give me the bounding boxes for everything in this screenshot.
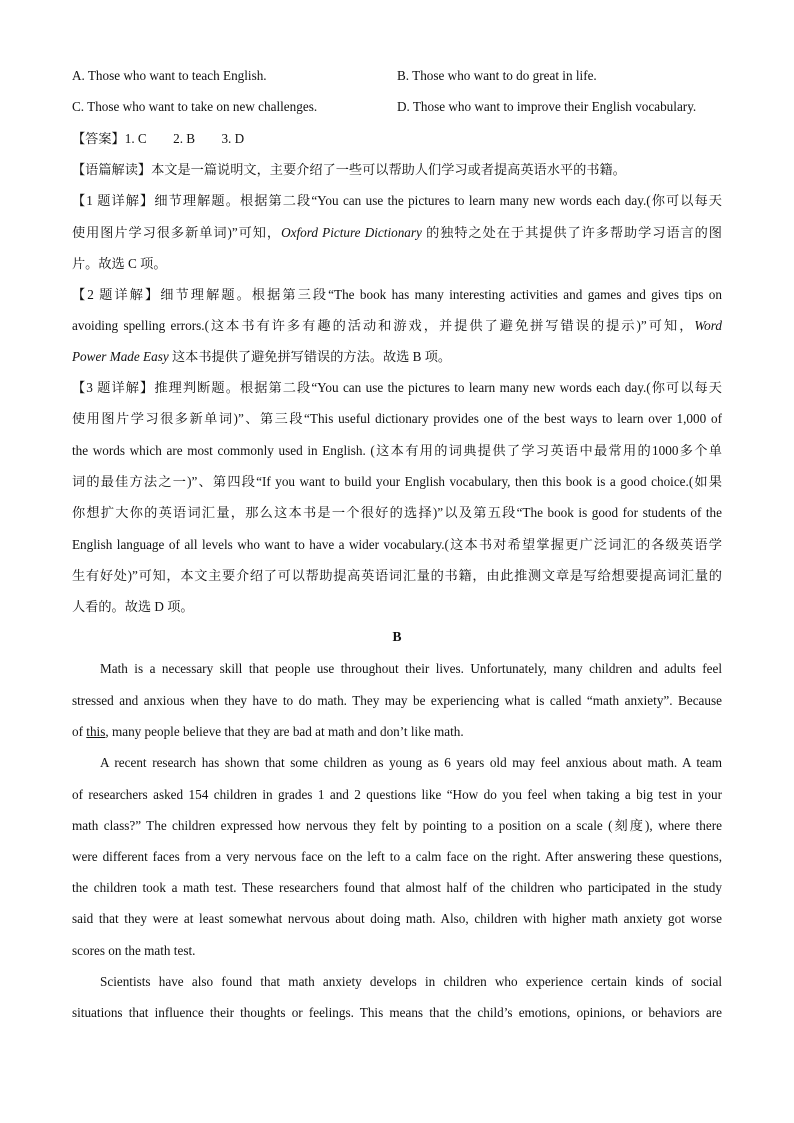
p3-line-1: Scientists have also found that math anxiety develops in children who experience certain kinds of social [100, 974, 722, 989]
p1-text-a: of [72, 724, 87, 739]
p1-text-b: , many people believe that they are bad at math and don’t like math. [105, 724, 464, 739]
option-c: C. Those who want to take on new challenges. [72, 99, 318, 114]
q2-text-a: avoiding spelling errors.(这本书有许多有趣的活动和游戏，并提供了避免拼写错误的提示)”可知， [72, 318, 695, 333]
book-title-oxford: Oxford Picture Dictionary [281, 225, 422, 240]
p1-line-2: stressed and anxious when they have to do math. They may be experiencing what is called “math anxiety”. Because [72, 693, 722, 708]
p1-line-1: Math is a necessary skill that people use throughout their lives. Unfortunately, many children and adults feel [100, 661, 722, 676]
q1-text-a: 使用图片学习很多新单词)”可知， [72, 225, 282, 240]
q1-text-b: 的独特之处在于其提供了许多帮助学习语言的图 [421, 225, 722, 240]
book-title-word-part1: Word [694, 318, 722, 333]
q3-explanation-line-3: the words which are most commonly used in English. (这本有用的词典提供了学习英语中最常用的1000多个单 [72, 443, 722, 458]
p2-line-4: were different faces from a very nervous face on the left to a calm face on the right. After answering these questions, [72, 849, 722, 864]
q3-explanation-line-2: 使用图片学习很多新单词)”、第三段“This useful dictionary provides one of the best ways to learn over 1,000 of [72, 411, 722, 426]
q3-explanation-line-7: 生有好处)”可知，本文主要介绍了可以帮助提高英语词汇量的书籍，由此推测文章是写给想要提高词汇量的 [72, 568, 722, 583]
q3-explanation-line-5: 你想扩大你的英语词汇量，那么这本书是一个很好的选择)”以及第五段“The book is good for students of the [72, 505, 722, 520]
p1-line-3 [72, 723, 722, 741]
q3-explanation-line-6: English language of all levels who want to have a wider vocabulary.(这本书对希望掌握更广泛词汇的各级英语学 [72, 537, 722, 552]
q1-explanation-line-1: 【1 题详解】细节理解题。根据第二段“You can use the pictures to learn many new words each day.(你可以每天 [72, 193, 722, 208]
p2-line-3: math class?” The children expressed how nervous they felt by pointing to a position on a scale (刻度), where there [72, 818, 722, 833]
q1-explanation-line-2 [72, 224, 722, 242]
option-a: A. Those who want to teach English. [72, 68, 267, 83]
p2-line-5: the children took a math test. These researchers found that almost half of the children who participated in the study [72, 880, 722, 895]
q3-explanation-line-8: 人看的。故选 D 项。 [72, 599, 194, 614]
p2-line-6: said that they were at least somewhat nervous about doing math. Also, children with higher math anxiety got worse [72, 911, 722, 926]
p2-line-7: scores on the math test. [72, 943, 196, 958]
book-title-word-part2: Power Made Easy [72, 349, 169, 364]
p2-line-1: A recent research has shown that some children as young as 6 years old may feel anxious about math. A team [100, 755, 722, 770]
p3-line-2: situations that influence their thoughts or feelings. This means that the child’s emotions, opinions, or behaviors are [72, 1005, 722, 1020]
q2-explanation-line-3 [72, 348, 722, 366]
q2-explanation-line-1: 【2 题详解】细节理解题。根据第三段“The book has many interesting activities and games and gives tips on [72, 287, 722, 302]
underlined-word: this [86, 724, 106, 739]
q3-explanation-line-4: 词的最佳方法之一)”、第四段“If you want to build your English vocabulary, then this book is a good choice.(如果 [72, 474, 722, 489]
q3-explanation-line-1: 【3 题详解】推理判断题。根据第二段“You can use the pictures to learn many new words each day.(你可以每天 [72, 380, 722, 395]
option-b: B. Those who want to do great in life. [397, 68, 597, 83]
q2-text-b: 这本书提供了避免拼写错误的方法。故选 B 项。 [168, 349, 452, 364]
q1-explanation-line-3: 片。故选 C 项。 [72, 256, 167, 271]
section-title: B [392, 629, 402, 644]
passage-overview: 【语篇解读】本文是一篇说明文，主要介绍了一些可以帮助人们学习或者提高英语水平的书籍。 [72, 162, 626, 177]
p2-line-2: of researchers asked 154 children in grades 1 and 2 questions like “How do you feel when taking a big test in your [72, 787, 722, 802]
q2-explanation-line-2 [72, 317, 722, 335]
answer-line: 【答案】1. C 2. B 3. D [72, 131, 245, 146]
option-d: D. Those who want to improve their English vocabulary. [397, 99, 697, 114]
